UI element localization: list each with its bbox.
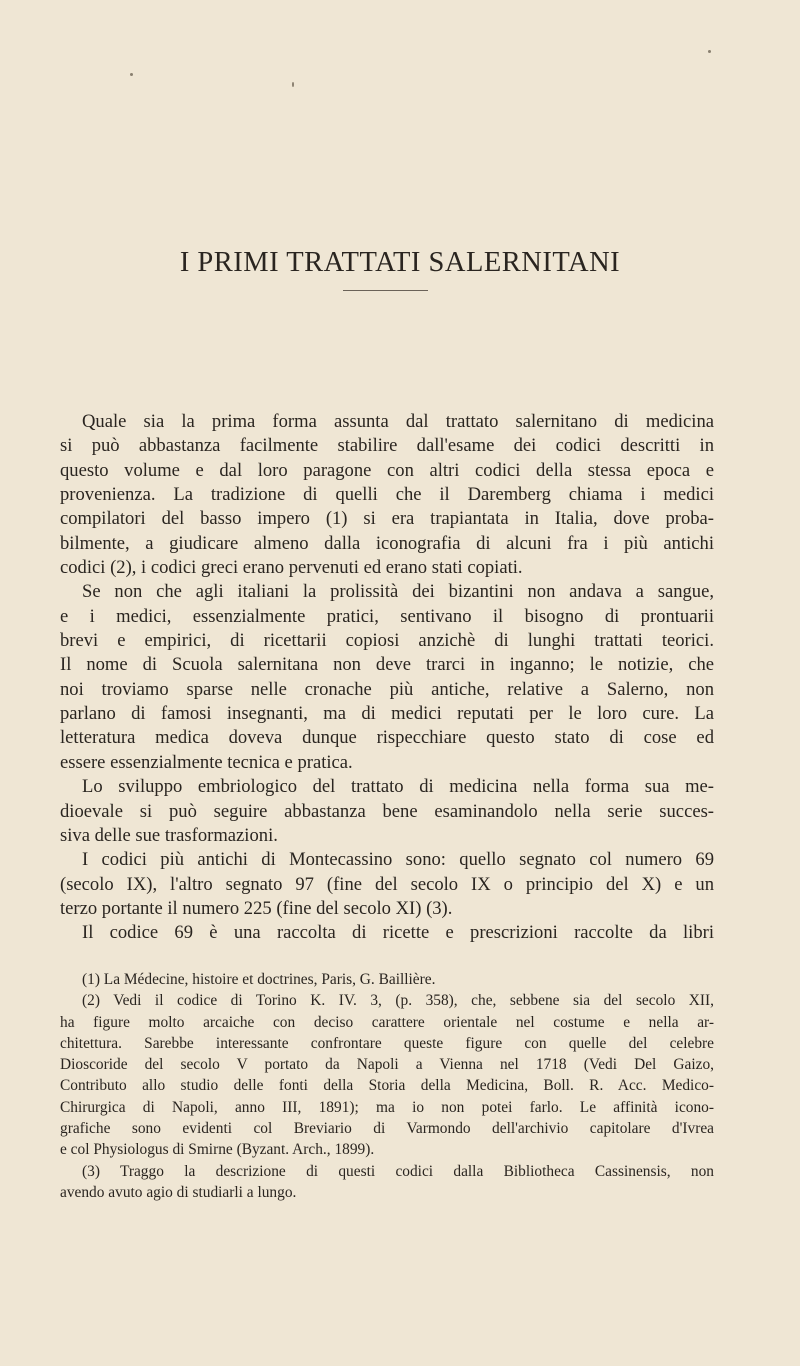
text-line: siva delle sue trasformazioni.: [60, 824, 278, 846]
text-line: questo volume e dal loro paragone con altri codici della stessa epoca e: [60, 459, 714, 481]
speck-mark: [130, 73, 133, 76]
footnote-line: (2) Vedi il codice di Torino K. IV. 3, (p. 358), che, sebbene sia del secolo XII,: [82, 992, 714, 1010]
text-line: dioevale si può seguire abbastanza bene esaminandolo nella serie succes-: [60, 800, 714, 822]
text-line: Se non che agli italiani la prolissità dei bizantini non andava a sangue,: [82, 581, 714, 603]
text-line: letteratura medica doveva dunque rispecchiare questo stato di cose ed: [60, 727, 714, 749]
page-title: I PRIMI TRATTATI SALERNITANI: [179, 247, 621, 279]
footnote-line: Dioscoride del secolo V portato da Napoli a Vienna nel 1718 (Vedi Del Gaizo,: [60, 1056, 714, 1074]
text-line: brevi e empirici, di ricettarii copiosi anzichè di lunghi trattati teorici.: [60, 630, 714, 652]
footnotes: [60, 969, 714, 1203]
speck-mark: [292, 82, 294, 87]
footnote-line: Chirurgica di Napoli, anno III, 1891); ma io non potei farlo. Le affinità icono-: [60, 1098, 714, 1116]
footnote-line: (1) La Médecine, histoire et doctrines, Paris, G. Baillière.: [82, 971, 436, 988]
text-line: Lo sviluppo embriologico del trattato di medicina nella forma sua me-: [82, 776, 714, 798]
title-rule: [343, 290, 428, 291]
text-line: si può abbastanza facilmente stabilire dall'esame dei codici descritti in: [60, 435, 714, 457]
text-line: noi troviamo sparse nelle cronache più antiche, relative a Salerno, non: [60, 678, 714, 700]
text-line: I codici più antichi di Montecassino sono: quello segnato col numero 69: [82, 849, 714, 871]
text-line: codici (2), i codici greci erano pervenuti ed erano stati copiati.: [60, 557, 523, 579]
main-text: [60, 410, 714, 946]
footnote-line: grafiche sono evidenti col Breviario di Varmondo dell'archivio capitolare d'Ivrea: [60, 1120, 714, 1138]
speck-mark: [708, 50, 711, 53]
footnote-line: avendo avuto agio di studiarli a lungo.: [60, 1183, 297, 1201]
text-line: e i medici, essenzialmente pratici, sentivano il bisogno di prontuarii: [60, 605, 714, 627]
text-line: Quale sia la prima forma assunta dal trattato salernitano di medicina: [82, 411, 714, 432]
footnote-line: ha figure molto arcaiche con deciso carattere orientale nel costume e nella ar-: [60, 1013, 714, 1031]
footnote-line: e col Physiologus di Smirne (Byzant. Arch., 1899).: [60, 1141, 375, 1159]
text-line: Il nome di Scuola salernitana non deve trarci in inganno; le notizie, che: [60, 654, 714, 676]
text-line: (secolo IX), l'altro segnato 97 (fine del secolo IX o principio del X) e un: [60, 873, 714, 895]
text-line: bilmente, a giudicare almeno dalla iconografia di alcuni fra i più antichi: [60, 532, 714, 554]
text-line: provenienza. La tradizione di quelli che il Daremberg chiama i medici: [60, 484, 714, 506]
footnote-line: chitettura. Sarebbe interessante confrontare queste figure con quelle del celebre: [60, 1034, 714, 1052]
text-line: Il codice 69 è una raccolta di ricette e prescrizioni raccolte da libri: [82, 922, 714, 944]
text-line: essere essenzialmente tecnica e pratica.: [60, 751, 353, 773]
footnote-line: (3) Traggo la descrizione di questi codici dalla Bibliotheca Cassinensis, non: [82, 1162, 714, 1180]
text-line: parlano di famosi insegnanti, ma di medici reputati per le loro cure. La: [60, 703, 714, 725]
text-line: terzo portante il numero 225 (fine del secolo XI) (3).: [60, 897, 453, 919]
footnote-line: Contributo allo studio delle fonti della Storia della Medicina, Boll. R. Acc. Medico-: [60, 1077, 714, 1095]
text-line: compilatori del basso impero (1) si era trapiantata in Italia, dove proba-: [60, 508, 714, 530]
